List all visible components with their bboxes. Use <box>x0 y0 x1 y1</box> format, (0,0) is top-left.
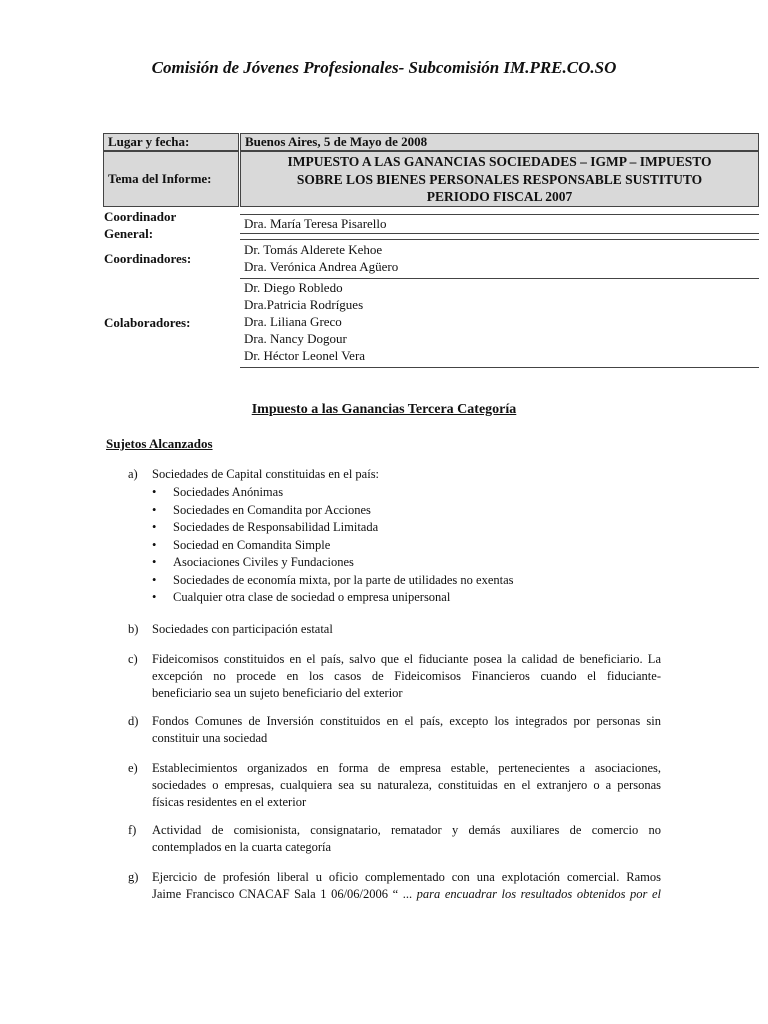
coordinador: Dra. Verónica Andrea Agüero <box>244 259 399 274</box>
tema-value <box>240 151 759 207</box>
section-title: Impuesto a las Ganancias Tercera Categoría <box>251 402 517 417</box>
item-c-text <box>152 651 661 702</box>
item-b-text: Sociedades con participación estatal <box>152 622 333 636</box>
bullet-icon: • <box>152 520 157 534</box>
bullet-item: Sociedades de Responsabilidad Limitada <box>173 520 379 534</box>
text-line: sociedades o empresas, cualquiera sea su naturaleza, constituidas en el extranjero o a personas <box>152 778 661 792</box>
text-line: Fondos Comunes de Inversión constituidos en el país, excepto los integrados por personas sin <box>152 714 661 728</box>
row-colaboradores <box>103 281 759 367</box>
lugar-value: Buenos Aires, 5 de Mayo de 2008 <box>240 133 759 151</box>
coordinadores-label: Coordinadores: <box>104 251 192 266</box>
row-coordinadores <box>103 241 759 281</box>
text-line: excepción no procede en los casos de Fideicomisos Financieros cuando el fiduciante- <box>152 669 661 683</box>
bullet-icon: • <box>152 590 157 604</box>
text-italic-quote: para encuadrar los resultados obtenidos por el <box>416 887 661 901</box>
bullet-icon: • <box>152 555 157 569</box>
colaborador: Dr. Diego Robledo <box>244 280 343 295</box>
text-line: contemplados en la cuarta categoría <box>152 840 332 854</box>
table-rule <box>240 233 759 234</box>
item-letter: g) <box>128 870 139 884</box>
text-line: constituir una sociedad <box>152 731 268 745</box>
coord-general-label <box>103 208 240 242</box>
item-e-text <box>152 760 661 811</box>
text-line: beneficiario sea un sujeto beneficiario del exterior <box>152 686 403 700</box>
subsection-title: Sujetos Alcanzados <box>106 436 213 451</box>
bullet-icon: • <box>152 485 157 499</box>
text-line <box>152 886 661 903</box>
tema-line: PERIODO FISCAL 2007 <box>426 189 573 204</box>
coordinador: Dr. Tomás Alderete Kehoe <box>244 242 383 257</box>
colaborador: Dra. Liliana Greco <box>244 314 342 329</box>
item-f-text <box>152 822 661 856</box>
item-a-text: Sociedades de Capital constituidas en el país: <box>152 467 380 481</box>
text-line: físicas residentes en el exterior <box>152 795 307 809</box>
text-line: Establecimientos organizados en forma de empresa estable, pertenecientes a asociaciones, <box>152 761 661 775</box>
text-line: Actividad de comisionista, consignatario, rematador y demás auxiliares de comercio no <box>152 823 661 837</box>
coord-general-value: Dra. María Teresa Pisarello <box>244 216 387 231</box>
page-title: Comisión de Jóvenes Profesionales- Subcomisión IM.PRE.CO.SO <box>151 58 617 77</box>
coord-general-label-line: General: <box>104 226 154 241</box>
coordinadores-list <box>240 241 759 275</box>
colaboradores-label: Colaboradores: <box>104 315 191 330</box>
tema-label: Tema del Informe: <box>103 151 239 207</box>
bullet-item: Sociedades Anónimas <box>173 485 284 499</box>
table-rule <box>240 214 759 215</box>
bullet-icon: • <box>152 502 157 517</box>
colaborador: Dr. Héctor Leonel Vera <box>244 348 366 363</box>
bullet-item: Sociedades de economía mixta, por la parte de utilidades no exentas <box>173 572 514 587</box>
text-normal: Jaime Francisco CNACAF Sala 1 06/06/2006 “ ... <box>152 887 417 901</box>
coord-general-label-line: Coordinador <box>104 209 177 224</box>
item-g-text <box>152 869 661 903</box>
colaborador: Dra.Patricia Rodrígues <box>244 297 364 312</box>
item-letter: b) <box>128 622 139 636</box>
row-lugar-fecha <box>103 133 759 151</box>
text-line: Fideicomisos constituidos en el país, salvo que el fiduciante posea la calidad de beneficiario. La <box>152 652 661 666</box>
item-letter: d) <box>128 714 139 728</box>
item-letter: e) <box>128 761 138 775</box>
row-tema <box>103 151 759 207</box>
tema-line: IMPUESTO A LAS GANANCIAS SOCIEDADES – IGMP – IMPUESTO <box>287 154 712 169</box>
table-rule <box>240 239 759 240</box>
bullet-item: Asociaciones Civiles y Fundaciones <box>173 555 354 569</box>
text-line: Ejercicio de profesión liberal u oficio complementado con una explotación comercial. Ramos <box>152 870 661 884</box>
bullet-item: Cualquier otra clase de sociedad o empresa unipersonal <box>173 590 451 604</box>
bullet-icon: • <box>152 537 157 552</box>
item-letter: c) <box>128 652 138 666</box>
table-rule <box>240 367 759 368</box>
colaborador: Dra. Nancy Dogour <box>244 331 347 346</box>
bullet-item: Sociedades en Comandita por Acciones <box>173 502 371 517</box>
item-letter: f) <box>128 823 137 837</box>
bullet-icon: • <box>152 572 157 587</box>
lugar-label: Lugar y fecha: <box>103 133 239 151</box>
colaboradores-list <box>240 279 759 364</box>
bullet-item: Sociedad en Comandita Simple <box>173 537 331 552</box>
item-letter: a) <box>128 467 138 481</box>
tema-line: SOBRE LOS BIENES PERSONALES RESPONSABLE SUSTITUTO <box>296 171 703 187</box>
item-d-text <box>152 713 661 747</box>
row-coordinador-general <box>103 207 759 241</box>
